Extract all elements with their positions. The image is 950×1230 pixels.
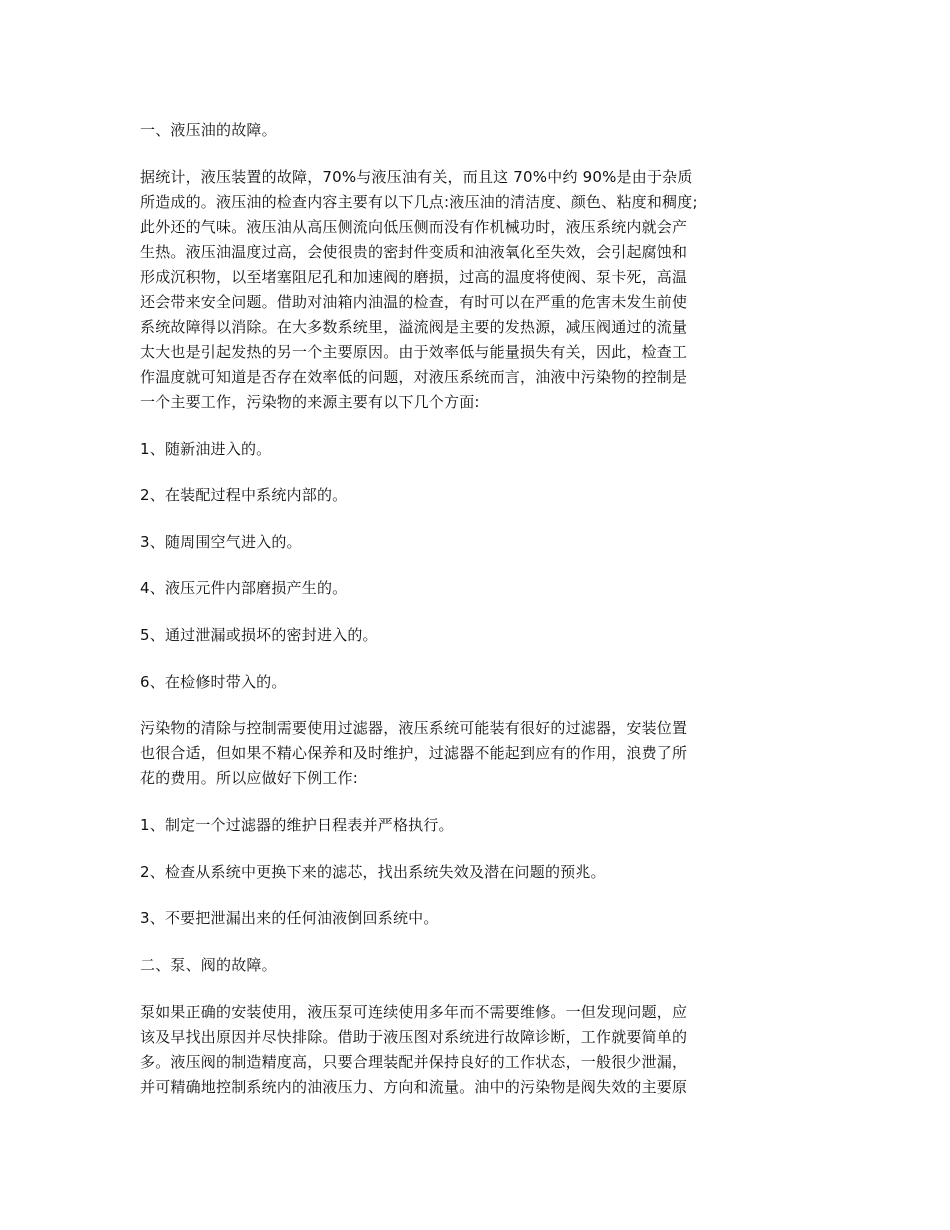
list-item-task-2: 2、检查从系统中更换下来的滤芯，找出系统失效及潜在问题的预兆。	[140, 862, 606, 881]
text-line: 还会带来安全问题。借助对油箱内油温的检查，有时可以在严重的危害未发生前使	[140, 292, 688, 311]
paragraph-filter-maintenance	[140, 716, 812, 791]
paragraph-oil-statistics	[140, 165, 812, 415]
paragraph-pump-valve	[140, 1000, 812, 1100]
list-item-source-2: 2、在装配过程中系统内部的。	[140, 486, 348, 505]
list-item-source-3: 3、随周围空气进入的。	[140, 532, 302, 551]
list-item-task-1: 1、制定一个过滤器的维护日程表并严格执行。	[140, 816, 454, 835]
section-heading-oil-faults: 一、液压油的故障。	[140, 121, 277, 139]
text-line: 作温度就可知道是否存在效率低的问题，对液压系统而言，油液中污染物的控制是	[140, 367, 688, 386]
list-item-task-3: 3、不要把泄漏出来的任何油液倒回系统中。	[140, 909, 439, 928]
text-line: 花的费用。所以应做好下例工作:	[140, 769, 359, 788]
text-line: 生热。液压油温度过高，会使很贵的密封件变质和油液氧化至失效，会引起腐蚀和	[140, 242, 688, 261]
text-line: 一个主要工作，污染物的来源主要有以下几个方面:	[140, 392, 480, 411]
text-line: 所造成的。液压油的检查内容主要有以下几点:液压油的清洁度、颜色、粘度和稠度;	[140, 192, 698, 211]
document-page	[140, 118, 812, 1122]
list-item-source-5: 5、通过泄漏或损坏的密封进入的。	[140, 625, 378, 644]
text-line: 并可精确地控制系统内的油液压力、方向和流量。油中的污染物是阀失效的主要原	[140, 1077, 688, 1096]
text-line: 据统计，液压装置的故障，70%与液压油有关，而且这 70%中约 90%是由于杂质	[140, 167, 693, 186]
text-line: 形成沉积物，以至堵塞阻尼孔和加速阀的磨损，过高的温度将使阀、泵卡死，高温	[140, 267, 688, 286]
list-item-source-1: 1、随新油进入的。	[140, 439, 272, 458]
text-line: 太大也是引起发热的另一个主要原因。由于效率低与能量损失有关，因此，检查工	[140, 342, 688, 361]
text-line: 该及早找出原因并尽快排除。借助于液压图对系统进行故障诊断，工作就要简单的	[140, 1027, 688, 1046]
list-item-source-4: 4、液压元件内部磨损产生的。	[140, 579, 348, 598]
text-line: 系统故障得以消除。在大多数系统里，溢流阀是主要的发热源，减压阀通过的流量	[140, 317, 688, 336]
text-line: 此外还的气味。液压油从高压侧流向低压侧而没有作机械功时，液压系统内就会产	[140, 217, 688, 236]
text-line: 多。液压阀的制造精度高，只要合理装配并保持良好的工作状态，一般很少泄漏，	[140, 1052, 688, 1071]
list-item-source-6: 6、在检修时带入的。	[140, 672, 287, 691]
section-heading-pump-valve-faults: 二、泵、阀的故障。	[140, 955, 277, 974]
text-line: 也很合适，但如果不精心保养和及时维护，过滤器不能起到应有的作用，浪费了所	[140, 744, 688, 763]
text-line: 泵如果正确的安装使用，液压泵可连续使用多年而不需要维修。一但发现问题，应	[140, 1002, 688, 1021]
text-line: 污染物的清除与控制需要使用过滤器，液压系统可能装有很好的过滤器，安装位置	[140, 719, 688, 738]
